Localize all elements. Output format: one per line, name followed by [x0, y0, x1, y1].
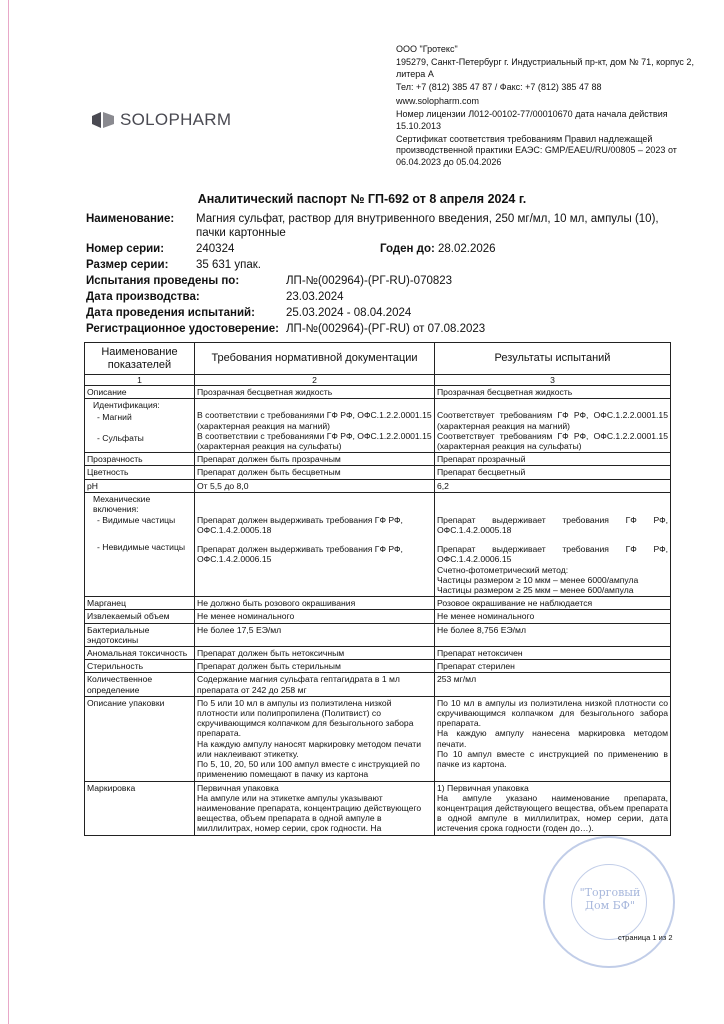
- row-label: Описание: [85, 386, 195, 399]
- row-result: [435, 399, 671, 453]
- header-results: Результаты испытаний: [435, 343, 671, 375]
- mech-req-visible: Препарат должен выдерживать требования ГФ РФ, ОФС.1.4.2.0005.18: [197, 514, 403, 536]
- mech-res-25um: Частицы размером ≥ 25 мкм – менее 600/ампула: [437, 585, 634, 596]
- row-requirement: Не более 17,5 ЕЭ/мл: [195, 623, 435, 646]
- row-requirement: Содержание магния сульфата гептагидрата в 1 мл препарата от 242 до 258 мг: [195, 673, 435, 696]
- batch-label: Номер серии:: [86, 243, 165, 255]
- company-name: ООО "Гротекс": [396, 44, 458, 54]
- header-indicators: Наименование показателей: [85, 343, 195, 375]
- row-result: Препарат нетоксичен: [435, 647, 671, 660]
- table-row-toxicity: [85, 647, 671, 660]
- table-row-ph: [85, 479, 671, 492]
- stamp-line-1: "Торговый: [579, 886, 641, 899]
- row-label: Количественное определение: [85, 673, 195, 696]
- mech-req-invisible: Препарат должен выдерживать требования ГФ РФ, ОФС.1.4.2.0006.15: [197, 544, 403, 565]
- document-title: Аналитический паспорт № ГП-692 от 8 апреля 2024 г.: [197, 192, 527, 206]
- name-label: Наименование:: [86, 213, 175, 225]
- company-stamp: [543, 836, 675, 968]
- row-label: Прозрачность: [85, 453, 195, 466]
- row-label: pH: [85, 479, 195, 492]
- mech-invisible: - Невидимые частицы: [97, 542, 186, 553]
- row-result: Препарат бесцветный: [435, 466, 671, 479]
- row-result: Прозрачная бесцветная жидкость: [435, 386, 671, 399]
- company-info: [396, 44, 696, 170]
- company-license: Номер лицензии Л012-00102-77/00010670 дата начала действия 15.10.2013: [396, 109, 668, 131]
- solopharm-logo: [92, 110, 231, 130]
- batch-value: 240324: [196, 243, 235, 255]
- row-label: Марганец: [85, 597, 195, 610]
- page-number: страница 1 из 2: [618, 933, 673, 942]
- row-requirement: Препарат должен быть нетоксичным: [195, 647, 435, 660]
- row-requirement: Не должно быть розового окрашивания: [195, 597, 435, 610]
- logo-text: SOLOPHARM: [120, 110, 232, 129]
- table-row-endotoxins: [85, 623, 671, 646]
- packaging-res-2: На каждую ампулу нанесена маркировка методом печати.: [437, 728, 668, 749]
- ident-label: Идентификация:: [93, 400, 160, 411]
- row-requirement: Прозрачная бесцветная жидкость: [195, 386, 435, 399]
- row-requirement: Препарат должен быть бесцветным: [195, 466, 435, 479]
- row-requirement: [195, 781, 435, 835]
- row-result: Розовое окрашивание не наблюдается: [435, 597, 671, 610]
- row-result: [435, 492, 671, 596]
- size-label: Размер серии:: [86, 259, 169, 271]
- row-requirement: Не менее номинального: [195, 610, 435, 623]
- table-row-sterility: [85, 660, 671, 673]
- row-result: Препарат стерилен: [435, 660, 671, 673]
- registration-label: Регистрационное удостоверение:: [86, 323, 279, 335]
- table-row-extractable-volume: [85, 610, 671, 623]
- row-result: [435, 696, 671, 781]
- production-value: 23.03.2024: [286, 291, 344, 303]
- table-row-color: [85, 466, 671, 479]
- production-label: Дата производства:: [86, 291, 200, 303]
- table-row-manganese: [85, 597, 671, 610]
- packaging-res-3: По 10 ампул вместе с инструкцией по применению в пачке из картона.: [437, 748, 668, 770]
- row-label: Цветность: [85, 466, 195, 479]
- stamp-text: [575, 886, 645, 912]
- row-label: Извлекаемый объем: [85, 610, 195, 623]
- mech-res-visible: Препарат выдерживает требования ГФ РФ, ОФС.1.4.2.0005.18: [437, 514, 668, 536]
- marking-res-1: 1) Первичная упаковка: [437, 782, 529, 793]
- ident-magnesium: - Магний: [97, 411, 132, 422]
- tested-value: ЛП-№(002964)-(РГ-RU)-070823: [286, 275, 453, 287]
- size-value: 35 631 упак.: [196, 259, 261, 271]
- table-row-marking: [85, 781, 671, 835]
- row-label: Бактериальные эндотоксины: [85, 623, 195, 646]
- row-requirement: [195, 696, 435, 781]
- table-row-description: [85, 386, 671, 399]
- solopharm-logo-icon: [92, 112, 114, 128]
- company-gmp-certificate: Сертификат соответствия требованиям Правил надлежащей производственной практики ЕАЭС: GMP/EAEU/RU/00805 – 2023 от 06.04.2023 до 05.04.2026: [396, 134, 677, 167]
- row-result: [435, 781, 671, 835]
- company-phone: Тел: +7 (812) 385 47 87 / Факс: +7 (812) 385 47 88: [396, 82, 602, 93]
- registration-value: ЛП-№(002964)-(РГ-RU) от 07.08.2023: [286, 323, 486, 335]
- table-column-numbers: [85, 375, 671, 386]
- packaging-req-3: По 5, 10, 20, 50 или 100 ампул вместе с инструкцией по применению помещают в пачку из картона: [197, 759, 420, 780]
- row-result: Препарат прозрачный: [435, 453, 671, 466]
- row-label: Описание упаковки: [85, 696, 195, 781]
- table-row-identification: [85, 399, 671, 453]
- header-requirements: Требования нормативной документации: [195, 343, 435, 375]
- mech-res-method: Счетно-фотометрический метод:: [437, 564, 569, 575]
- testdate-label: Дата проведения испытаний:: [86, 307, 255, 319]
- stamp-line-2: Дом БФ": [585, 899, 635, 912]
- ident-res-magnesium: Соответствует требованиям ГФ РФ, ОФС.1.2.2.0001.15 (характерная реакция на магний): [437, 410, 668, 431]
- table-header-row: [85, 343, 671, 375]
- row-requirement: [195, 492, 435, 596]
- row-label: Аномальная токсичность: [85, 647, 195, 660]
- row-result: 6,2: [435, 479, 671, 492]
- packaging-req-1: По 5 или 10 мл в ампулы из полиэтилена низкой плотности или полипропилена (Политвист) со скручивающимся колпачком для безыгольного забора препарата.: [197, 697, 414, 739]
- row-label: Маркировка: [85, 781, 195, 835]
- company-address: 195279, Санкт-Петербург г. Индустриальный пр-кт, дом № 71, корпус 2, литера А: [396, 57, 694, 79]
- row-label: [85, 492, 195, 596]
- table-row-packaging: [85, 696, 671, 781]
- testdate-value: 25.03.2024 - 08.04.2024: [286, 307, 412, 319]
- ident-sulfates: - Сульфаты: [97, 432, 144, 443]
- mech-label: Механические включения:: [93, 493, 151, 515]
- col-number-2: 2: [195, 375, 435, 386]
- row-label: [85, 399, 195, 453]
- ident-req-magnesium: В соответствии с требованиями ГФ РФ, ОФС.1.2.2.0001.15 (характерная реакция на магний): [197, 410, 432, 431]
- mech-res-10um: Частицы размером ≥ 10 мкм – менее 6000/ампула: [437, 574, 639, 585]
- row-result: 253 мг/мл: [435, 673, 671, 696]
- row-label: Стерильность: [85, 660, 195, 673]
- marking-req-2: На ампуле или на этикетке ампулы указывают наименование препарата, концентрацию действующего вещества, объем препарата в одной ампуле в миллилитрах, номер серии, срок годности. На: [197, 792, 422, 834]
- marking-res-2: На ампуле указано наименование препарата, концентрация действующего вещества, объем препарата в одной ампуле в миллилитрах, номер серии, дата истечения срока годности (годен до…).: [437, 792, 668, 834]
- company-website: www.solopharm.com: [396, 95, 480, 106]
- ident-req-sulfates: В соответствии с требованиями ГФ РФ, ОФС.1.2.2.0001.15 (характерная реакция на сульфаты): [197, 430, 432, 452]
- tested-label: Испытания проведены по:: [86, 275, 240, 287]
- table-row-transparency: [85, 453, 671, 466]
- name-value-line2: пачки картонные: [196, 227, 286, 239]
- ident-res-sulfates: Соответствует требованиям ГФ РФ, ОФС.1.2.2.0001.15 (характерная реакция на сульфаты): [437, 430, 668, 452]
- row-result: Не более 8,756 ЕЭ/мл: [435, 623, 671, 646]
- row-requirement: Препарат должен быть прозрачным: [195, 453, 435, 466]
- marking-req-1: Первичная упаковка: [197, 782, 279, 793]
- packaging-req-2: На каждую ампулу наносят маркировку методом печати или наклеивают этикетку.: [197, 738, 422, 759]
- expiry-label: Годен до:: [380, 243, 435, 255]
- name-value: Магния сульфат, раствор для внутривенного введения, 250 мг/мл, 10 мл, ампулы (10),: [196, 213, 659, 225]
- row-requirement: [195, 399, 435, 453]
- col-number-1: 1: [85, 375, 195, 386]
- packaging-res-1: По 10 мл в ампулы из полиэтилена низкой плотности со скручивающимся колпачком для безыгольного забора препарата.: [437, 697, 668, 729]
- row-requirement: Препарат должен быть стерильным: [195, 660, 435, 673]
- mech-res-invisible: Препарат выдерживает требования ГФ РФ, ОФС.1.4.2.0006.15: [437, 544, 668, 565]
- expiry-value: 28.02.2026: [438, 243, 496, 255]
- page-margin-line: [8, 0, 9, 1024]
- table-row-mechanical-inclusions: [85, 492, 671, 596]
- row-requirement: От 5,5 до 8,0: [195, 479, 435, 492]
- analysis-table: [84, 342, 671, 836]
- col-number-3: 3: [435, 375, 671, 386]
- row-result: Не менее номинального: [435, 610, 671, 623]
- mech-visible: - Видимые частицы: [97, 515, 176, 526]
- table-row-assay: [85, 673, 671, 696]
